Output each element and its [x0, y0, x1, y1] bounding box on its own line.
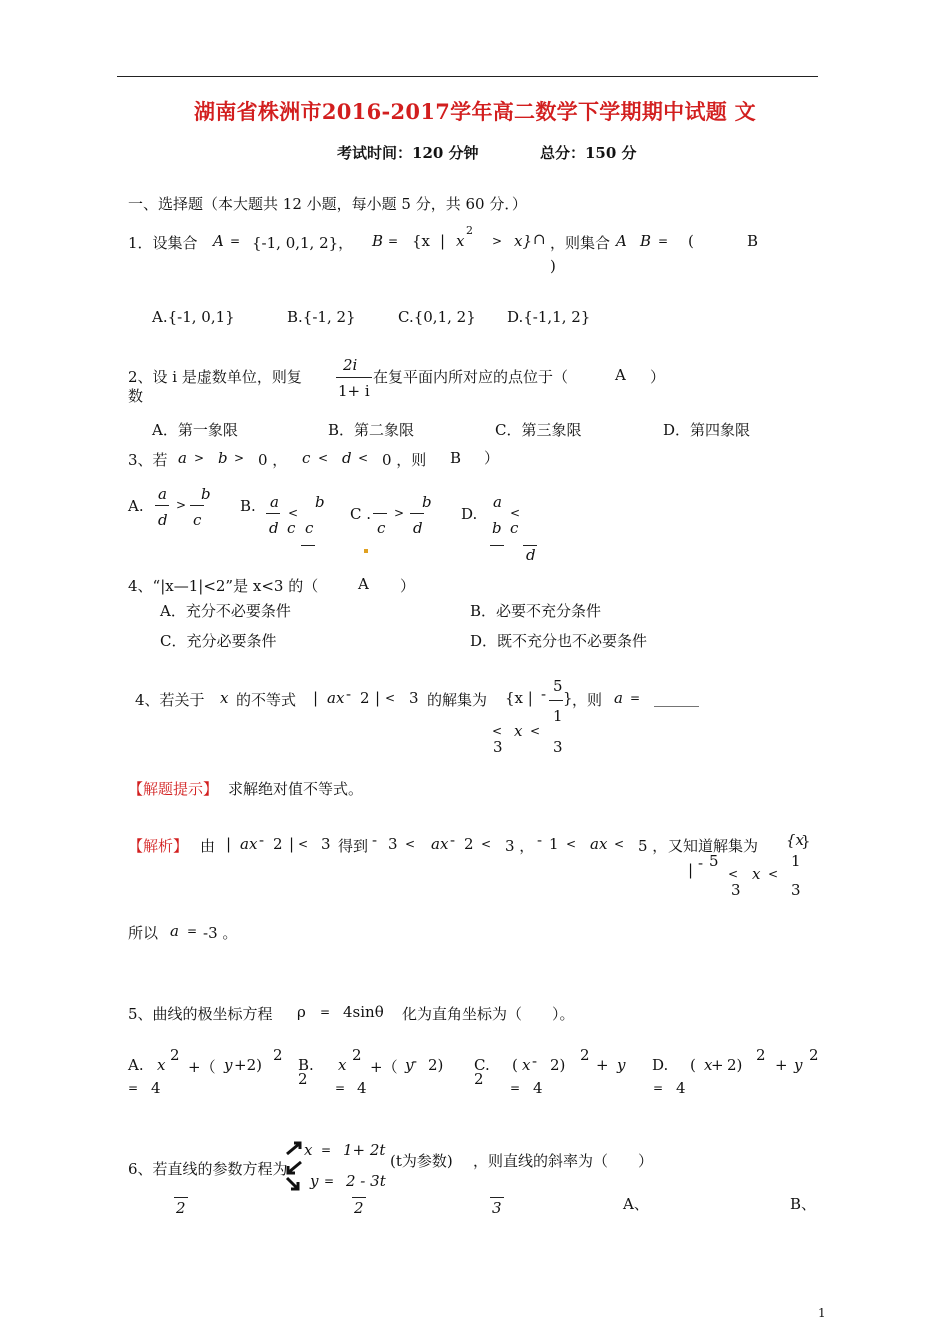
- q5-option-b-sq: 2: [298, 1070, 308, 1088]
- solution-den1: 3: [731, 881, 741, 899]
- q5-option-b-eq: =: [335, 1081, 346, 1095]
- q3-option-d-label: D.: [461, 505, 478, 523]
- hint-text: 求解绝对值不等式。: [228, 780, 364, 798]
- q3-option-d-den2: d: [526, 546, 536, 564]
- q5-option-d-label: D.: [652, 1056, 669, 1074]
- solution-five: 5 ，: [638, 837, 668, 855]
- q1-equals: =: [230, 234, 241, 248]
- q3-option-c-bar2: [410, 513, 424, 514]
- q4-close: ）: [400, 577, 416, 595]
- q5-option-d-plus2: +: [775, 1056, 788, 1074]
- solution-x: x: [752, 865, 761, 883]
- q4-option-d: D．既不充分也不必要条件: [470, 632, 648, 650]
- solution-result: -3 。: [203, 924, 238, 942]
- stray-mark: [364, 549, 368, 553]
- q3-option-b-den2b: c: [305, 519, 314, 537]
- q5-option-d-x: x: [704, 1056, 713, 1074]
- solution-ax3: ax: [590, 835, 608, 853]
- q4b-den1: 3: [493, 738, 503, 756]
- q5-option-a-y2: 2: [273, 1046, 283, 1064]
- q2-answer: A: [615, 366, 626, 384]
- solution-minus: -: [259, 831, 265, 849]
- solution-minus3: -: [372, 831, 378, 849]
- q2-denominator: 1+ i: [338, 382, 370, 400]
- solution-so: 所以: [128, 924, 159, 942]
- solution-two2: 2: [464, 835, 474, 853]
- q4b-set-open: {x |: [505, 689, 533, 707]
- hint-tag: 【解题提示】: [128, 780, 219, 798]
- q1-set-a-value: {-1, 0,1, 2}，: [252, 234, 354, 252]
- q1-set-b-close: x}: [514, 232, 533, 250]
- q5-option-c-label: C.: [474, 1056, 490, 1074]
- exam-time: 考试时间：120 分钟: [337, 144, 479, 162]
- q4b-minus2: -: [541, 685, 547, 703]
- q4b-lt: <: [385, 691, 396, 705]
- q2-numerator: 2i: [343, 356, 358, 374]
- q2-close: ）: [650, 368, 666, 386]
- q2-fraction-bar: [336, 377, 372, 378]
- q1-set-a: A: [213, 232, 224, 250]
- q4b-x2: x: [514, 722, 523, 740]
- q2-word: 数: [128, 387, 144, 405]
- q1-equals-2: =: [658, 234, 669, 248]
- q4b-eq: =: [630, 691, 641, 705]
- q3-option-c-label: C .: [350, 505, 372, 523]
- q4-option-b: B．必要不充分条件: [470, 602, 602, 620]
- q3-option-b-bar1: [266, 513, 280, 514]
- q3-c: c: [302, 449, 311, 467]
- q2-option-c: C．第三象限: [495, 421, 582, 439]
- q1-set-b-open: {x: [412, 232, 431, 250]
- q5-option-c-sq: 2: [580, 1046, 590, 1064]
- q5-option-d-plus: +: [711, 1056, 724, 1074]
- q3-option-c-den2: d: [413, 519, 423, 537]
- q3-option-a-num1: a: [158, 485, 167, 503]
- q6-frac-bar-1: [174, 1197, 188, 1198]
- q4b-mid: 的不等式: [236, 691, 297, 709]
- q3-option-a-den1: d: [158, 511, 168, 529]
- q2-lead: 2、设 i 是虚数单位，则复: [128, 368, 302, 386]
- q6-option-b: B、: [790, 1195, 817, 1213]
- q6-x: x: [304, 1141, 313, 1159]
- q5-option-a-rhs: 4: [151, 1079, 161, 1097]
- solution-lt5: <: [614, 837, 625, 851]
- q3-option-a-label: A.: [128, 497, 144, 515]
- q1-cap: ∩: [533, 230, 546, 248]
- q4b-tail: 的解集为: [427, 691, 488, 709]
- q3-option-b-bar2: [301, 545, 315, 546]
- q6-frac-bar-2: [352, 1197, 366, 1198]
- q3-option-b-num2: b: [315, 493, 325, 511]
- q5-option-c-rhs: 4: [533, 1079, 543, 1097]
- q3-option-b-rel: <: [288, 506, 299, 520]
- q1-bar: |: [440, 232, 446, 250]
- document-title: 湖南省株洲市2016-2017学年高二数学下学期期中试题 文: [194, 99, 756, 124]
- q3-b: b: [218, 449, 228, 467]
- q5-option-c-minus: -: [532, 1052, 538, 1070]
- q4b-num2: 1: [553, 707, 563, 725]
- q6-frac-bar-3: [490, 1197, 504, 1198]
- header-rule: [117, 76, 818, 77]
- q3-d: d: [342, 449, 352, 467]
- q3-option-b-den2: c: [287, 519, 296, 537]
- q3-option-a-num2: b: [201, 485, 211, 503]
- solution-set-open: {x: [786, 831, 805, 849]
- solution-ax2: ax: [431, 835, 449, 853]
- q5-option-d-sq: 2: [756, 1046, 766, 1064]
- page-number: 1: [818, 1306, 826, 1320]
- q5-option-d-open: (: [690, 1056, 696, 1074]
- solution-get: 得到: [338, 837, 369, 855]
- solution-set-bar: |: [688, 861, 694, 879]
- q4b-ax: ax: [327, 689, 345, 707]
- q5-option-b-x: x: [338, 1056, 347, 1074]
- q4-option-a: A．充分不必要条件: [160, 602, 291, 620]
- q3-lt2: <: [358, 451, 369, 465]
- q3-option-a-den2: c: [193, 511, 202, 529]
- solution-set-close: }: [801, 832, 811, 850]
- q3-gt2: >: [234, 451, 245, 465]
- solution-minus4: -: [450, 831, 456, 849]
- solution-lt2: <: [405, 837, 416, 851]
- q4b-den2: 3: [553, 738, 563, 756]
- q1-paren-open: (: [688, 232, 694, 250]
- q5-option-a-label: A.: [128, 1056, 144, 1074]
- q5-option-a-x: x: [157, 1056, 166, 1074]
- q4b-x: x: [220, 689, 229, 707]
- q4b-then: ，则: [572, 691, 603, 709]
- q4b-set-close: }: [563, 689, 573, 707]
- q1-paren-close: ): [550, 257, 556, 275]
- q4b-num1: 5: [553, 677, 563, 695]
- q1-answer: B: [747, 232, 759, 250]
- q5-option-a-plus: +（: [188, 1058, 216, 1076]
- q3-lt1: <: [318, 451, 329, 465]
- q1-a2: A: [616, 232, 627, 250]
- q5-lead: 5、曲线的极坐标方程: [128, 1005, 273, 1023]
- solution-lt3: <: [481, 837, 492, 851]
- q5-sin: 4sinθ: [343, 1003, 384, 1021]
- q6-y: y: [310, 1172, 319, 1190]
- q6-denominator-2: 2: [354, 1199, 364, 1217]
- solution-bar1: |: [226, 835, 232, 853]
- solution-bar2: |: [289, 835, 295, 853]
- q5-option-a-eq: =: [128, 1081, 139, 1095]
- q6-r2: 2 - 3t: [346, 1172, 386, 1190]
- q5-option-d-two: 2): [727, 1056, 743, 1074]
- q4b-lead: 4、若关于: [135, 691, 205, 709]
- solution-minus1: -: [537, 831, 543, 849]
- q2-option-b: B．第二象限: [328, 421, 415, 439]
- q5-option-b-x2: 2: [352, 1046, 362, 1064]
- q3-answer: B: [450, 449, 462, 467]
- q1-equals-b: =: [388, 234, 399, 248]
- solution-two: 2: [273, 835, 283, 853]
- solution-num1: 5: [709, 852, 719, 870]
- q1-square: 2: [466, 224, 473, 237]
- q4b-lt3: <: [530, 724, 541, 738]
- solution-lt: <: [298, 837, 309, 851]
- q6-param: (t为参数): [390, 1152, 453, 1170]
- q3-option-d-num2: b: [492, 519, 502, 537]
- solution-lt4: <: [566, 837, 577, 851]
- q5-option-d-y: y: [794, 1056, 803, 1074]
- q3-option-c-bar1: [373, 513, 387, 514]
- q4b-bar1: |: [313, 689, 319, 707]
- q6-lead: 6、若直线的参数方程为: [128, 1160, 288, 1178]
- q5-option-b-label: B.: [298, 1056, 314, 1074]
- q5-option-a-plus2: +2): [234, 1056, 262, 1074]
- q3-option-a-bar2: [190, 505, 204, 506]
- q1-x: x: [456, 232, 465, 250]
- q6-option-a: A、: [623, 1195, 649, 1213]
- q4b-bar-1: [549, 700, 563, 701]
- q6-tail: ，则直线的斜率为（ ）: [473, 1152, 654, 1170]
- q5-option-c-sq2: 2: [474, 1070, 484, 1088]
- solution-tag: 【解析】: [128, 837, 189, 855]
- q2-option-a: A．第一象限: [152, 421, 238, 439]
- solution-eq: =: [187, 924, 198, 938]
- q1-set-b: B: [372, 232, 384, 250]
- solution-den2: 3: [791, 881, 801, 899]
- q4b-lt2: <: [492, 724, 503, 738]
- solution-num2: 1: [791, 852, 801, 870]
- solution-three: 3: [321, 835, 331, 853]
- q3-option-c-num2: b: [422, 493, 432, 511]
- q6-denominator-3: 3: [492, 1199, 502, 1217]
- q5-rho: ρ: [297, 1003, 306, 1021]
- q5-option-b-rhs: 4: [357, 1079, 367, 1097]
- q2-tail: 在复平面内所对应的点位于（: [373, 368, 569, 386]
- total-score: 总分：150 分: [540, 144, 637, 162]
- q4b-a: a: [614, 689, 623, 707]
- q5-option-d-eq: =: [653, 1081, 664, 1095]
- q5-option-b-minus: -: [412, 1052, 418, 1070]
- q3-option-b-num1: a: [270, 493, 279, 511]
- q3-option-b-den1: d: [269, 519, 279, 537]
- q1-label: 1．设集合: [128, 234, 198, 252]
- q5-option-b-plus: +（: [370, 1058, 398, 1076]
- q2-option-d: D．第四象限: [663, 421, 751, 439]
- q4b-three: 3: [409, 689, 419, 707]
- solution-a: a: [170, 922, 179, 940]
- solution-minus5: -: [698, 854, 704, 872]
- solution-lt7: <: [768, 867, 779, 881]
- solution-lt6: <: [728, 867, 739, 881]
- q3-option-d-bar1: [490, 545, 504, 546]
- solution-lead: 由: [200, 837, 216, 855]
- q3-option-c-den1: c: [377, 519, 386, 537]
- q4b-two: 2: [360, 689, 370, 707]
- q1-gt: >: [492, 234, 503, 248]
- q3-option-c-rel: >: [394, 506, 405, 520]
- q4-answer: A: [358, 575, 369, 593]
- q3-option-d-den1: c: [510, 519, 519, 537]
- solution-know: 又知道解集为: [668, 837, 759, 855]
- q5-option-b-two: 2): [428, 1056, 444, 1074]
- q6-eq2: =: [324, 1174, 335, 1188]
- solution-three3: 3 ，: [505, 837, 535, 855]
- q1-b2: B: [640, 232, 652, 250]
- q3-a: a: [178, 449, 187, 467]
- q3-zero2: 0 ，则: [382, 451, 427, 469]
- q1-option-c: C.{0,1, 2}: [398, 308, 476, 326]
- q3-option-d-rel: <: [510, 506, 521, 520]
- section-heading: 一、选择题（本大题共 12 小题，每小题 5 分，共 60 分．）: [128, 195, 527, 213]
- q1-option-b: B.{-1, 2}: [287, 308, 356, 326]
- q6-denominator-1: 2: [176, 1199, 186, 1217]
- q5-option-b-y: y: [405, 1056, 414, 1074]
- q5-option-c-x: x: [522, 1056, 531, 1074]
- q3-option-a-rel: >: [176, 498, 187, 512]
- q4b-minus: -: [346, 685, 352, 703]
- solution-one: 1: [549, 835, 559, 853]
- q3-lead: 3、若: [128, 451, 168, 469]
- q5-option-c-y: y: [617, 1056, 626, 1074]
- q6-eq1: =: [321, 1143, 332, 1157]
- q4b-bar2: |: [375, 689, 381, 707]
- q5-tail: 化为直角坐标为（ ）。: [402, 1005, 575, 1023]
- q5-option-c-open: (: [512, 1056, 518, 1074]
- q3-gt1: >: [194, 451, 205, 465]
- solution-three2: 3: [388, 835, 398, 853]
- q5-option-d-sq2: 2: [809, 1046, 819, 1064]
- q5-option-a-x2: 2: [170, 1046, 180, 1064]
- q5-eq: =: [320, 1005, 331, 1019]
- q1-option-d: D.{-1,1, 2}: [507, 308, 591, 326]
- q3-option-b-label: B.: [240, 497, 256, 515]
- q4-lead: 4、“|x—1|<2”是 x<3 的（: [128, 577, 319, 595]
- solution-ax: ax: [240, 835, 258, 853]
- q4b-blank: ______: [654, 689, 699, 707]
- q3-close: ）: [484, 449, 500, 467]
- q1-option-a: A.{-1, 0,1}: [152, 308, 235, 326]
- q3-zero1: 0 ，: [258, 451, 288, 469]
- q5-option-c-eq: =: [510, 1081, 521, 1095]
- q5-option-c-two: 2): [550, 1056, 566, 1074]
- q5-option-d-rhs: 4: [676, 1079, 686, 1097]
- q3-option-d-num1: a: [493, 493, 502, 511]
- q5-option-c-plus: +: [596, 1056, 609, 1074]
- q5-option-a-y: y: [224, 1056, 233, 1074]
- q3-option-a-bar1: [155, 505, 169, 506]
- q6-r1: 1+ 2t: [343, 1141, 386, 1159]
- q1-then: ，则集合: [550, 234, 611, 252]
- q4-option-c: C．充分必要条件: [160, 632, 277, 650]
